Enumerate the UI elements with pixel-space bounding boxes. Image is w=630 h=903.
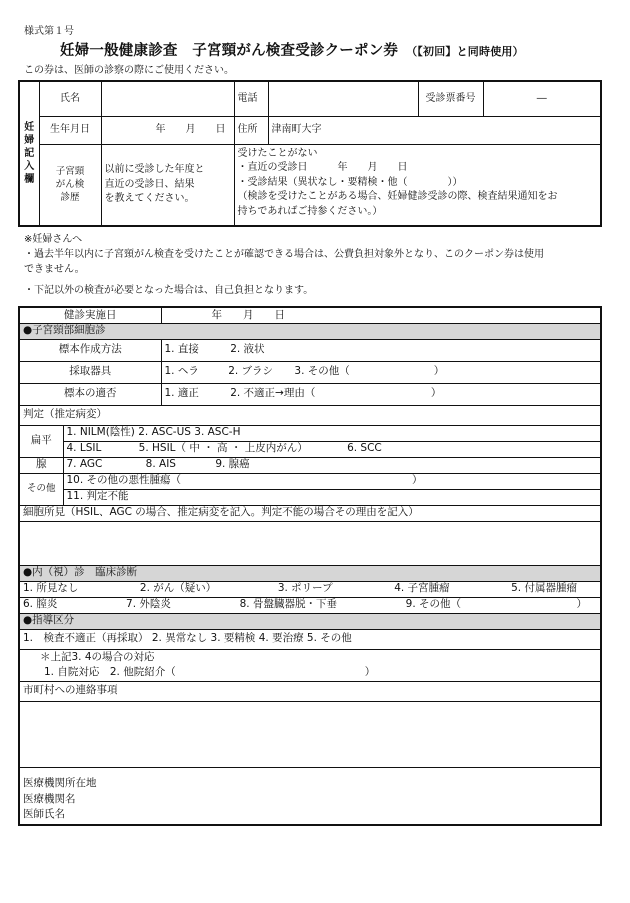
municipality-notes-label: 市町村への連絡事項 <box>19 681 601 701</box>
option[interactable]: 7. AGC <box>66 458 103 471</box>
prompt-line: 直近の受診日、結果 <box>104 178 195 190</box>
option[interactable]: 9. その他（ ） <box>405 598 587 611</box>
ticket-number-label: 受診票番号 <box>418 81 483 116</box>
option[interactable]: 1. 適正 <box>164 387 199 400</box>
judgment-label: 判定（推定病変） <box>19 405 601 425</box>
history-label-line: がん検 <box>55 179 85 191</box>
specimen-method-label: 標本作成方法 <box>19 339 161 361</box>
specimen-method-options[interactable] <box>161 339 601 361</box>
side-char: 欄 <box>24 174 35 185</box>
clinical-options-row2[interactable] <box>19 597 601 613</box>
title-subtitle: （【初回】と同時使用） <box>406 45 524 58</box>
dob-label: 生年月日 <box>39 116 101 144</box>
facility-name-label: 医療機関名 <box>23 792 76 805</box>
dob-field[interactable]: 年 月 日 <box>101 116 234 144</box>
guidance-options[interactable]: 1. 検査不適正（再採取） 2. 異常なし 3. 要精検 4. 要治療 5. その他 <box>19 629 601 649</box>
option[interactable]: 1. 直接 <box>164 343 199 356</box>
woman-entry-table <box>18 80 602 227</box>
option[interactable]: 6. 膣炎 <box>23 598 58 611</box>
other-malignancy-option[interactable]: 10. その他の悪性腫瘍（ ） <box>63 473 601 489</box>
ticket-number-value: ― <box>483 81 601 116</box>
side-char: 入 <box>24 161 35 172</box>
option[interactable]: 4. 子宮腫瘤 <box>394 582 450 595</box>
specimen-adequacy-label: 標本の適否 <box>19 383 161 405</box>
notes-heading: ※妊婦さんへ <box>24 234 83 245</box>
option[interactable]: 2. ブラシ <box>228 365 274 378</box>
option[interactable]: 3. ポリープ <box>277 582 333 595</box>
doctor-name-label: 医師氏名 <box>23 807 65 820</box>
side-char: 記 <box>24 148 35 159</box>
notes-to-pregnant-women <box>24 232 604 298</box>
option[interactable]: 1. 所見なし <box>23 582 79 595</box>
note-line: ・下記以外の検査が必要となった場合は、自己負担となります。 <box>24 285 314 296</box>
note-line: ・過去半年以内に子宮頸がん検査を受けたことが確認できる場合は、公費負担対象外となり、このクーポン券は使用 <box>24 249 544 260</box>
squamous-label: 扁平 <box>19 425 63 457</box>
name-field[interactable] <box>101 81 234 116</box>
side-char: 婦 <box>24 135 35 146</box>
screening-history-label <box>39 144 101 226</box>
glandular-options[interactable] <box>63 457 601 473</box>
cell-findings-label: 細胞所見（HSIL、AGC の場合、推定病変を記入。判定不能の場合その理由を記入） <box>19 505 601 521</box>
history-option: 受けたことがない <box>237 147 318 159</box>
guidance-header: ●指導区分 <box>19 613 601 629</box>
option[interactable]: 3. その他（ ） <box>294 365 445 378</box>
title-text: 妊婦一般健康診査 子宮頸がん検査受診クーポン券 <box>60 43 399 59</box>
screening-history-options[interactable] <box>234 144 601 226</box>
option[interactable]: 1. ヘラ <box>164 365 199 378</box>
guidance-followup[interactable] <box>19 649 601 681</box>
collection-tool-options[interactable] <box>161 361 601 383</box>
name-label: 氏名 <box>39 81 101 116</box>
option[interactable]: 6. SCC <box>347 442 382 455</box>
clinical-options-row1[interactable] <box>19 581 601 597</box>
squamous-options-row1[interactable]: 1. NILM(陰性) 2. ASC-US 3. ASC-H <box>63 425 601 441</box>
glandular-label: 腺 <box>19 457 63 473</box>
followup-heading: ＊上記3. 4の場合の対応 <box>40 651 155 664</box>
cytology-section-header: ●子宮頸部細胞診 <box>19 323 601 339</box>
history-label-line: 診歴 <box>60 192 80 204</box>
option[interactable]: 2. がん（疑い） <box>139 582 217 595</box>
option[interactable]: 9. 腺癌 <box>215 458 250 471</box>
facility-address-label: 医療機関所在地 <box>23 777 97 790</box>
history-label-line: 子宮頸 <box>55 165 85 177</box>
undeterminable-option[interactable]: 11. 判定不能 <box>63 489 601 505</box>
prompt-line: を教えてください。 <box>104 193 195 204</box>
option[interactable]: 8. AIS <box>145 458 176 471</box>
other-label: その他 <box>19 473 63 505</box>
page-title <box>60 42 524 60</box>
option[interactable]: 5. 付属器腫瘤 <box>511 582 577 595</box>
squamous-options-row2[interactable] <box>63 441 601 457</box>
exam-record-table <box>18 306 602 826</box>
phone-field[interactable] <box>268 81 418 116</box>
option[interactable]: 5. HSIL（ 中 ・ 高 ・ 上皮内がん） <box>138 442 308 455</box>
followup-options[interactable]: 1. 自院対応 2. 他院紹介（ ） <box>44 666 376 678</box>
address-label: 住所 <box>234 116 268 144</box>
history-option: （検診を受けたことがある場合、妊婦健診受診の際、検査結果通知をお <box>237 191 558 202</box>
specimen-adequacy-options[interactable] <box>161 383 601 405</box>
municipality-notes-field[interactable] <box>19 701 601 767</box>
history-option: ・受診結果（異状なし・要精検・他（ ）） <box>237 176 463 188</box>
option[interactable]: 2. 不適正→理由（ ） <box>230 387 442 400</box>
address-field[interactable]: 津南町大字 <box>268 116 601 144</box>
cell-findings-field[interactable] <box>19 521 601 565</box>
phone-label: 電話 <box>234 81 268 116</box>
option[interactable]: 4. LSIL <box>66 442 102 455</box>
screening-history-prompt <box>101 144 234 226</box>
collection-tool-label: 採取器具 <box>19 361 161 383</box>
option[interactable]: 2. 液状 <box>230 343 265 356</box>
prompt-line: 以前に受診した年度と <box>104 164 205 175</box>
usage-instruction: この券は、医師の診察の際にご使用ください。 <box>24 65 234 76</box>
exam-date-label: 健診実施日 <box>19 307 161 323</box>
form-number: 様式第１号 <box>24 26 74 37</box>
history-option: ・直近の受診日 年 月 日 <box>237 162 408 173</box>
note-line: できません。 <box>24 264 85 275</box>
exam-date-field[interactable]: 年 月 日 <box>161 307 601 323</box>
history-option: 持ちであればご持参ください。） <box>237 205 383 217</box>
clinical-diagnosis-header: ●内（視）診 臨床診断 <box>19 565 601 581</box>
side-char: 妊 <box>24 122 35 133</box>
option[interactable]: 7. 外陰炎 <box>126 598 171 611</box>
facility-info[interactable] <box>19 767 601 825</box>
woman-section-side-label <box>19 81 39 226</box>
option[interactable]: 8. 骨盤臓器脱・下垂 <box>239 598 337 611</box>
